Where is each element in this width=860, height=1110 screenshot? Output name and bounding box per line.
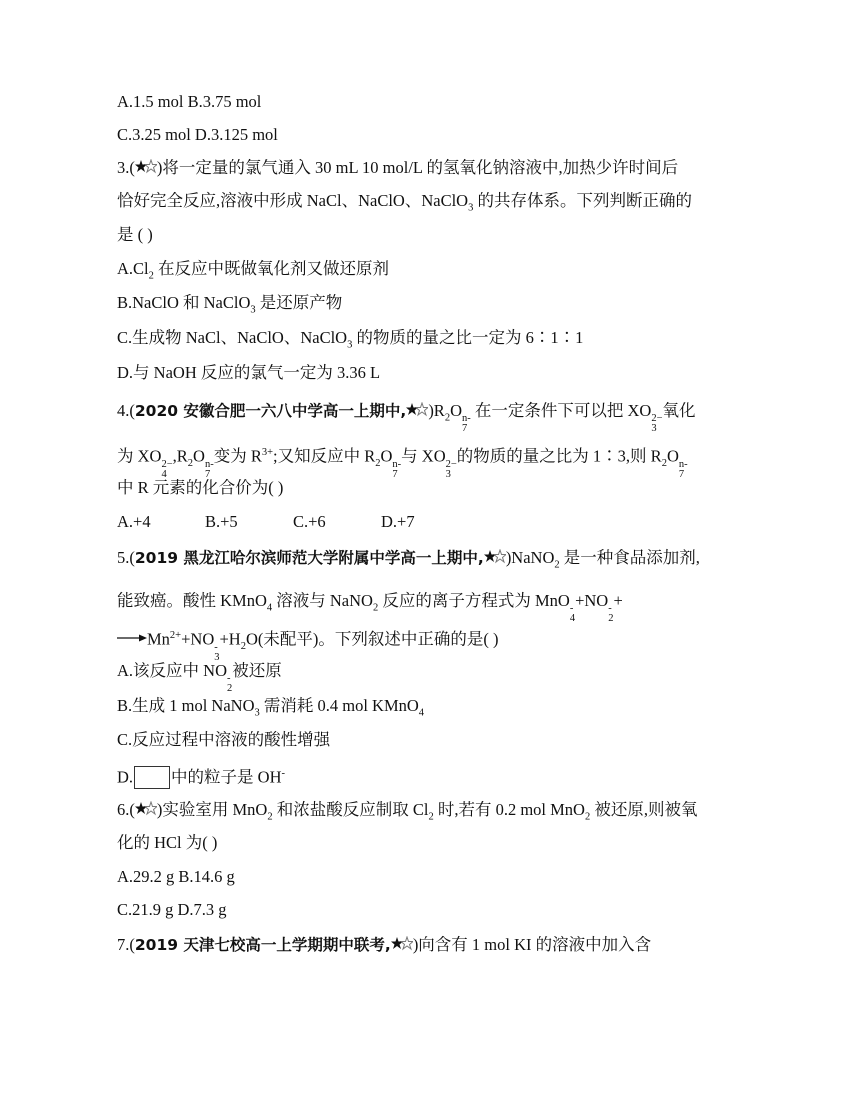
q3-option-a: $A.Cl_2$ 在反应中既做氧化剂又做还原剂 [117,259,390,282]
blank-box-icon [134,766,170,789]
q6-options-row-2: C.21.9 g D.7.3 g [117,900,227,919]
q5-option-a: A.该反应中 NO - 2 被还原 [117,661,282,694]
reaction-arrow-icon [117,633,147,643]
difficulty-star-icon [484,549,506,565]
q2-options-row-1: A.1.5 mol B.3.75 mol [117,92,262,111]
difficulty-star-icon [391,936,413,952]
q3-option-c: C.生成物 NaCl、NaClO、NaClO$_3$ 的物质的量之比一定为 6∶1∶1 [117,328,584,351]
q5-option-b: B.生成 1 mol NaNO$_3$ 需消耗 0.4 mol KMnO$_4$ [117,696,425,719]
q4-stem-line-1: 4.(2020 安徽合肥一六八中学高一上期中, )$R_2O$ n- 7 在一定条件下可以把 XO 2− 3 氧化 [117,401,696,434]
q3-option-d: D.与 NaOH 反应的氯气一定为 3.36 L [117,363,381,382]
q6-stem-line-1: 6.( )实验室用 MnO$_2$ 和浓盐酸反应制取 $Cl_2$ 时,若有 0.2 mol MnO$_2$ 被还原,则被氧 [117,800,698,823]
q2-options-row-2: C.3.25 mol D.3.125 mol [117,125,278,144]
q4-option-a: A.+4 [117,512,151,531]
q6-options-row-1: A.29.2 g B.14.6 g [117,867,235,886]
difficulty-star-icon [135,801,157,817]
q4-stem-line-3: 中 R 元素的化合价为( ) [117,478,284,497]
q3-stem-line-1: 3.( )将一定量的氯气通入 30 mL 10 mol/L 的氢氧化钠溶液中,加热少许时间后 [117,158,679,177]
difficulty-star-icon [406,402,428,418]
difficulty-star-icon [135,159,157,175]
q4-options [117,511,469,533]
q6-stem-line-2: 化的 HCl 为( ) [117,833,218,852]
q4-option-d: D.+7 [381,512,415,531]
q3-option-b: B.NaClO 和 NaClO$_3$ 是还原产物 [117,293,343,316]
q3-stem-line-2: 恰好完全反应,溶液中形成 NaCl、NaClO、NaClO$_3$ 的共存体系。下列判断正确的 [117,191,692,214]
q5-option-d: D. 中的粒子是 OH- [117,767,286,787]
q4-option-b: B.+5 [205,512,238,531]
q5-stem-line-3: $Mn^{2+}+NO$ - 3 $+H_2O$(未配平)。下列叙述中正确的是( ) [117,625,499,663]
q3-stem-line-3: 是 ( ) [117,225,153,244]
q4-option-c: C.+6 [293,512,326,531]
q7-stem-line-1: 7.(2019 天津七校高一上学期期中联考, )向含有 1 mol KI 的溶液中加入含 [117,935,652,954]
q5-stem-line-1: 5.(2019 黑龙江哈尔滨师范大学附属中学高一上期中, )NaNO$_2$ 是一种食品添加剂, [117,548,700,571]
q4-stem-line-2: 为 XO 2− 4 $,R_2O$ n- 7 变为 $R^{3+}$;又知反应中 $R_2O$ n- 7 与 XO 2− 3 的物质的量之比为 1∶3,则 $R_2O$ n- 7 [117,446,688,480]
q5-stem-line-2: 能致癌。酸性 KMnO$_4$ 溶液与 NaNO$_2$ 反应的离子方程式为 MnO - 4 +NO - 2 + [117,591,623,624]
q5-option-c: C.反应过程中溶液的酸性增强 [117,730,331,749]
